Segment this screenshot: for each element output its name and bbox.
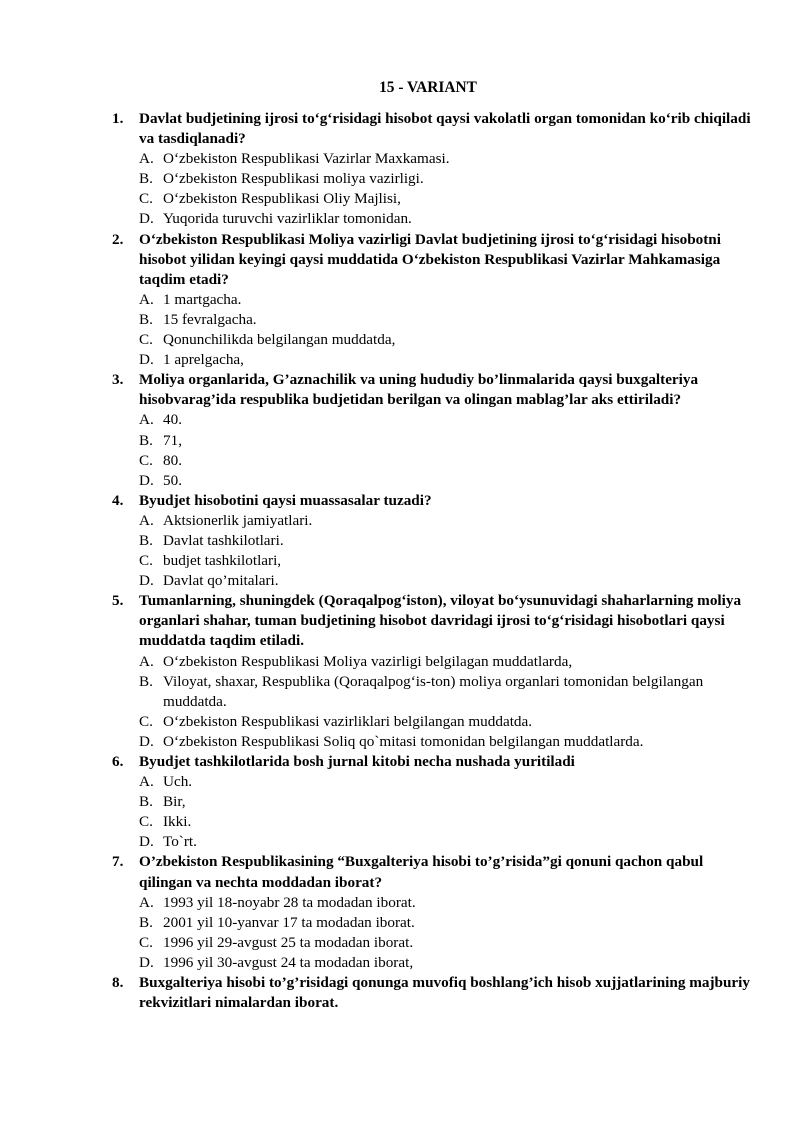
option-text: 50. [163, 471, 182, 489]
question-item [112, 852, 752, 973]
question-text: Buxgalteriya hisobi to’g’risidagi qonunga muvofiq boshlang’ich hisob xujjatlarining majburiy rekvizitlari nimalardan iborat. [139, 974, 750, 1012]
question-number: 8. [112, 974, 124, 992]
option-letter: A. [139, 290, 154, 308]
option-letter: A. [139, 511, 154, 529]
option-letter: A. [139, 411, 154, 429]
option-letter: A. [139, 652, 154, 670]
option-text: 1996 yil 29-avgust 25 ta modadan iborat. [163, 933, 414, 951]
option-letter: C. [139, 552, 153, 570]
option-letter: D. [139, 572, 154, 590]
answer-option [139, 812, 752, 832]
option-text: O‘zbekiston Respublikasi Soliq qo`mitasi tomonidan belgilangan muddatlarda. [163, 732, 644, 750]
answer-option [139, 531, 752, 551]
answer-option [139, 410, 752, 430]
answer-option [139, 189, 752, 209]
question-text: O’zbekiston Respublikasining “Buxgalteriya hisobi to’g’risida”gi qonuni qachon qabul qilingan va nechta moddadan iborat? [139, 853, 704, 891]
option-letter: B. [139, 170, 153, 188]
answer-option [139, 330, 752, 350]
option-text: 1 aprelgacha, [163, 351, 244, 369]
option-letter: B. [139, 672, 153, 690]
option-letter: A. [139, 773, 154, 791]
answer-option [139, 149, 752, 169]
option-text: 15 fevralgacha. [163, 310, 257, 328]
option-letter: C. [139, 712, 153, 730]
answer-option [139, 571, 752, 591]
answer-option [139, 451, 752, 471]
option-text: 40. [163, 411, 182, 429]
option-letter: D. [139, 732, 154, 750]
question-text: Moliya organlarida, G’aznachilik va uning hududiy bo’linmalarida qaysi buxgalteriya hisobvarag’ida respublika budjetidan berilgan va olingan mablag’lar aks ettiriladi? [139, 371, 699, 409]
option-text: Yuqorida turuvchi vazirliklar tomonidan. [163, 210, 412, 228]
option-letter: D. [139, 351, 154, 369]
question-number: 5. [112, 592, 124, 610]
answer-option [139, 732, 752, 752]
option-letter: C. [139, 933, 153, 951]
answer-option [139, 913, 752, 933]
option-letter: C. [139, 451, 153, 469]
question-number: 2. [112, 230, 124, 248]
question-list [112, 109, 752, 1013]
answer-option [139, 893, 752, 913]
option-letter: C. [139, 190, 153, 208]
option-text: O‘zbekiston Respublikasi Oliy Majlisi, [163, 190, 401, 208]
option-text: 1 martgacha. [163, 290, 242, 308]
option-letter: A. [139, 893, 154, 911]
option-text: budjet tashkilotlari, [163, 552, 282, 570]
question-text: Byudjet hisobotini qaysi muassasalar tuzadi? [139, 491, 432, 509]
question-number: 6. [112, 753, 124, 770]
option-text: Aktsionerlik jamiyatlari. [163, 511, 313, 529]
answer-option [139, 933, 752, 953]
question-number: 1. [112, 110, 124, 127]
question-text: Tumanlarning, shuningdek (Qoraqalpog‘iston), viloyat bo‘ysunuvidagi shaharlarning moliya organlari shahar, tuman budjetining hisobot davridagi ijrosi to‘g‘risidagi hisobotlari qaysi muddatda taqdim etiladi. [139, 592, 742, 650]
answer-option [139, 712, 752, 732]
option-text: Viloyat, shaxar, Respublika (Qoraqalpog‘is-ton) moliya organlari tomonidan belgilangan muddatda. [163, 672, 704, 710]
question-item [112, 752, 752, 852]
question-text: O‘zbekiston Respublikasi Moliya vazirligi Davlat budjetining ijrosi to‘g‘risidagi hisobotni hisobot yilidan keyingi qaysi muddatida O‘zbekiston Respublikasi Vazirlar Mahkamasiga taqdim etadi? [139, 230, 721, 288]
question-item [112, 973, 752, 1013]
option-text: 80. [163, 451, 182, 469]
option-text: 2001 yil 10-yanvar 17 ta modadan iborat. [163, 913, 415, 931]
option-text: To`rt. [163, 833, 197, 851]
answer-option [139, 953, 752, 973]
option-text: Davlat tashkilotlari. [163, 531, 284, 549]
option-text: Ikki. [163, 813, 192, 831]
question-item [112, 491, 752, 591]
option-letter: B. [139, 793, 153, 811]
option-text: O‘zbekiston Respublikasi Vazirlar Maxkamasi. [163, 150, 450, 168]
answer-option [139, 772, 752, 792]
answer-option [139, 350, 752, 370]
question-item [112, 370, 752, 491]
question-number: 4. [112, 491, 124, 509]
answer-option [139, 431, 752, 451]
answer-option [139, 652, 752, 672]
answer-option [139, 551, 752, 571]
option-letter: D. [139, 471, 154, 489]
answer-option [139, 792, 752, 812]
answer-option [139, 290, 752, 310]
question-text: Byudjet tashkilotlarida bosh jurnal kitobi necha nushada yuritiladi [139, 753, 575, 770]
answer-option [139, 209, 752, 229]
answer-option [139, 310, 752, 330]
answer-option [139, 511, 752, 531]
option-letter: D. [139, 953, 154, 971]
option-letter: B. [139, 913, 153, 931]
option-text: Uch. [163, 773, 193, 791]
option-letter: B. [139, 531, 153, 549]
option-text: 71, [163, 431, 182, 449]
answer-option [139, 672, 752, 712]
option-text: 1996 yil 30-avgust 24 ta modadan iborat, [163, 953, 414, 971]
option-letter: A. [139, 150, 154, 168]
question-item [112, 230, 752, 371]
option-letter: B. [139, 431, 153, 449]
option-letter: D. [139, 833, 154, 851]
question-number: 3. [112, 371, 124, 389]
question-text: Davlat budjetining ijrosi to‘g‘risidagi hisobot qaysi vakolatli organ tomonidan ko‘rib chiqiladi va tasdiqlanadi? [139, 110, 751, 148]
option-text: Bir, [163, 793, 186, 811]
option-letter: C. [139, 813, 153, 831]
variant-title: 15 - VARIANT [379, 79, 477, 96]
option-text: O‘zbekiston Respublikasi moliya vazirligi. [163, 170, 424, 188]
answer-option [139, 832, 752, 852]
option-text: Qonunchilikda belgilangan muddatda, [163, 331, 396, 349]
question-item [112, 591, 752, 752]
option-text: O‘zbekiston Respublikasi vazirliklari belgilangan muddatda. [163, 712, 533, 730]
option-letter: D. [139, 210, 154, 228]
question-number: 7. [112, 853, 124, 871]
question-item [112, 109, 752, 230]
option-text: 1993 yil 18-noyabr 28 ta modadan iborat. [163, 893, 416, 911]
option-letter: B. [139, 310, 153, 328]
option-text: O‘zbekiston Respublikasi Moliya vazirligi belgilagan muddatlarda, [163, 652, 573, 670]
option-letter: C. [139, 331, 153, 349]
answer-option [139, 169, 752, 189]
answer-option [139, 471, 752, 491]
option-text: Davlat qo’mitalari. [163, 572, 279, 590]
